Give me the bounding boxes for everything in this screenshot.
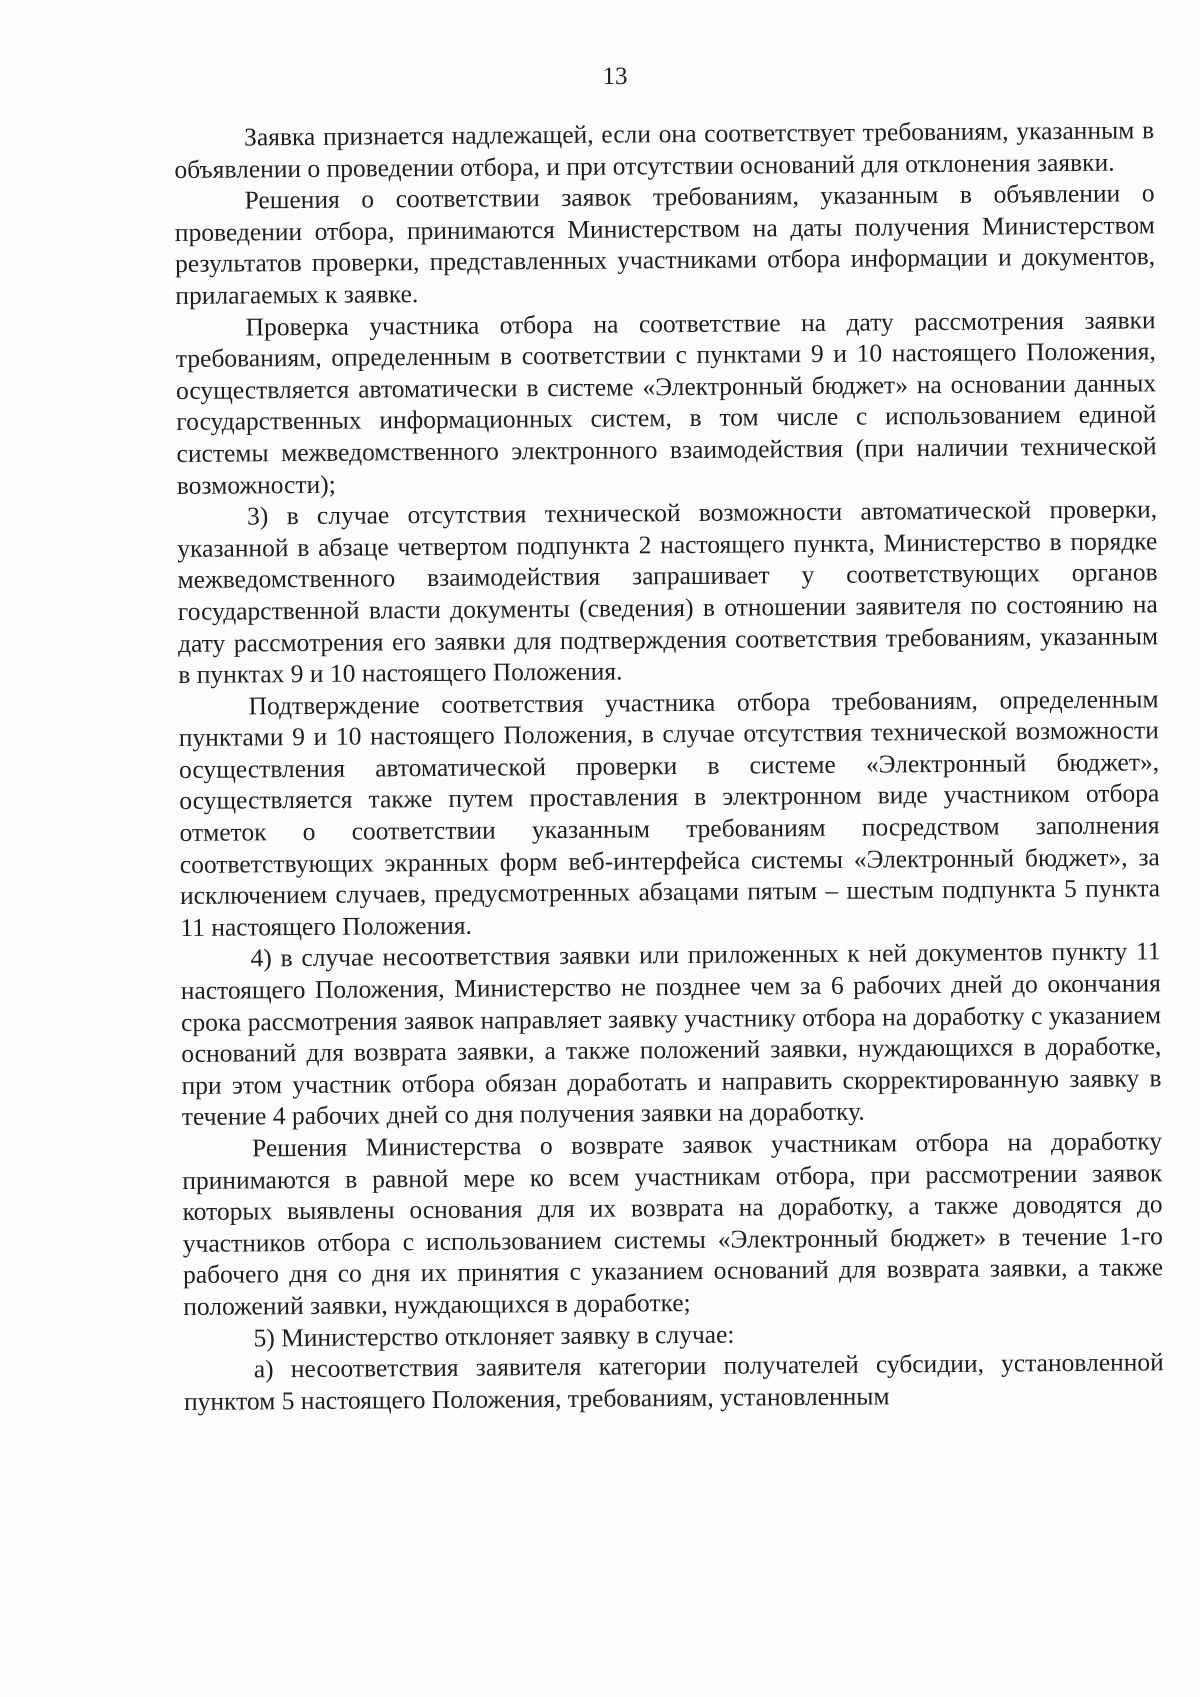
paragraph-compliance-decisions: Решения о соответствии заявок требованиям, указанным в объявлении о проведении отбора, принимаются Министерством на даты получения Министерством результатов проверки, представленных участниками отбора информации и документов, прилагаемых к заявке. (174, 178, 1156, 310)
paragraph-application-proper: Заявка признается надлежащей, если она соответствует требованиям, указанным в объявлении о проведении отбора, и при отсутствии оснований для отклонения заявки. (174, 115, 1155, 184)
document-body (174, 114, 1164, 1417)
paragraph-return-decisions: Решения Министерства о возврате заявок участникам отбора на доработку принимаются в равной мере ко всем участникам отбора, при рассмотрении заявок которых выявлены основания для их возврата на доработку, а также доводятся до участников отбора с использованием системы «Электронный бюджет» в течение 1-го рабочего дня со дня их принятия с указанием оснований для возврата заявки, а также положений заявки, нуждающихся в доработке; (182, 1126, 1164, 1321)
paragraph-compliance-confirmation: Подтверждение соответствия участника отбора требованиям, определенным пунктами 9 и 10 настоящего Положения, в случае отсутствия технической возможности осуществления автоматической проверки в системе «Электронный бюджет», осуществляется также путем проставления в электронном виде участником отбора отметок о соответствии указанным требованиям посредством заполнения соответствующих экранных форм веб-интерфейса системы «Электронный бюджет», за исключением случаев, предусмотренных абзацами пятым – шестым подпункта 5 пункта 11 настоящего Положения. (178, 683, 1161, 942)
paragraph-item-5-rejection: 5) Министерство отклоняет заявку в случае: (253, 1319, 735, 1352)
page-number: 13 (602, 63, 628, 90)
paragraph-subitem-a: а) несоответствия заявителя категории получателей субсидии, установленной пунктом 5 настоящего Положения, требованиям, установленным (183, 1347, 1164, 1416)
paragraph-item-4-return-for-revision: 4) в случае несоответствия заявки или приложенных к ней документов пункту 11 настоящего Положения, Министерство не позднее чем за 6 рабочих дней до окончания срока рассмотрения заявок направляет заявку участнику отбора на доработку с указанием оснований для возврата заявки, а также положений заявки, нуждающихся в доработке, при этом участник отбора обязан доработать и направить скорректированную заявку в течение 4 рабочих дней со дня получения заявки на доработку. (180, 936, 1162, 1132)
paragraph-item-3-interagency-request: 3) в случае отсутствия технической возможности автоматической проверки, указанной в абзаце четвертом подпункта 2 настоящего пункта, Министерство в порядке межведомственного взаимодействия запрашивает у соответствующих органов государственной власти документы (сведения) в отношении заявителя по состоянию на дату рассмотрения его заявки для подтверждения соответствия требованиям, указанным в пунктах 9 и 10 настоящего Положения. (177, 494, 1159, 690)
paragraph-automatic-check: Проверка участника отбора на соответствие на дату рассмотрения заявки требованиям, определенным в соответствии с пунктами 9 и 10 настоящего Положения, осуществляется автоматически в системе «Электронный бюджет» на основании данных государственных информационных систем, в том числе с использованием единой системы межведомственного электронного взаимодействия (при наличии технической возможности); (175, 304, 1157, 500)
